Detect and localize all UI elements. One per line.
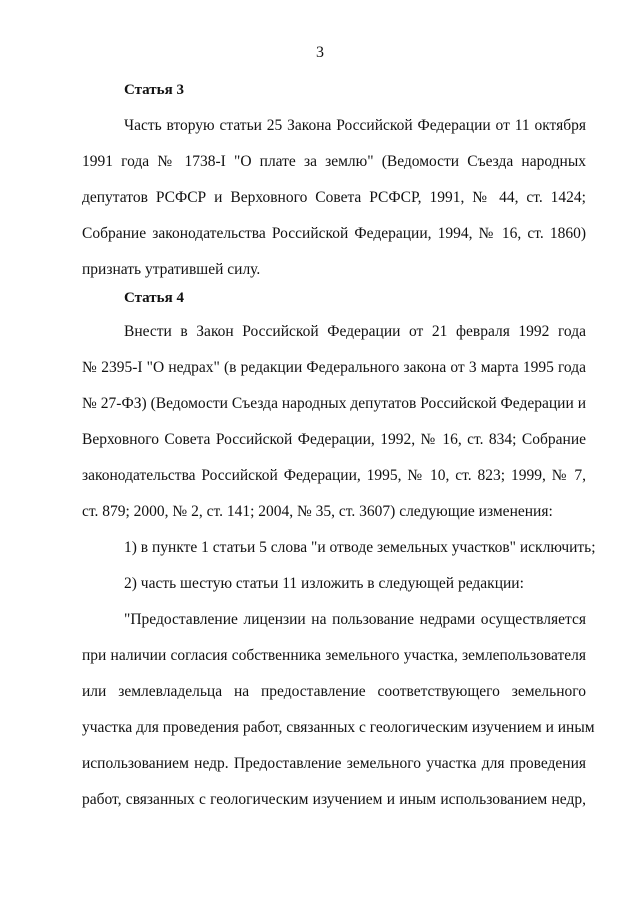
article-3-line-3: депутатов РСФСР и Верховного Совета РСФСР, 1991, № 44, ст. 1424;: [82, 189, 586, 206]
article-4-quote-line-1: "Предоставление лицензии на пользование недрами осуществляется: [124, 611, 586, 628]
article-3-line-2: 1991 года № 1738-I "О плате за землю" (Ведомости Съезда народных: [82, 153, 586, 170]
article-4-title: Статья 4: [124, 290, 184, 306]
article-4-line-6: ст. 879; 2000, № 2, ст. 141; 2004, № 35, ст. 3607) следующие изменения:: [82, 503, 553, 520]
article-4-quote-line-2: при наличии согласия собственника земельного участка, землепользователя: [82, 647, 586, 664]
article-4-quote-line-4: участка для проведения работ, связанных с геологическим изучением и иным: [82, 719, 595, 736]
article-3-line-5: признать утратившей силу.: [82, 261, 261, 278]
article-4-item-2: 2) часть шестую статьи 11 изложить в следующей редакции:: [124, 575, 524, 592]
article-3-body: [82, 108, 586, 288]
article-4-quote-line-5: использованием недр. Предоставление земельного участка для проведения: [82, 755, 586, 772]
page-number: 3: [316, 44, 324, 61]
article-4-line-5: законодательства Российской Федерации, 1995, № 10, ст. 823; 1999, № 7,: [82, 467, 586, 484]
article-4-line-1: Внести в Закон Российской Федерации от 21 февраля 1992 года: [124, 323, 586, 340]
article-4-line-3: № 27-ФЗ) (Ведомости Съезда народных депутатов Российской Федерации и: [82, 395, 586, 412]
article-4-line-2: № 2395-I "О недрах" (в редакции Федерального закона от 3 марта 1995 года: [82, 359, 586, 376]
article-3-line-4: Собрание законодательства Российской Федерации, 1994, № 16, ст. 1860): [82, 225, 586, 242]
article-4-quote-line-6: работ, связанных с геологическим изучением и иным использованием недр,: [82, 791, 586, 808]
article-3-title: Статья 3: [124, 82, 184, 98]
article-4-item-1: 1) в пункте 1 статьи 5 слова "и отводе земельных участков" исключить;: [124, 539, 596, 556]
article-3-line-1: Часть вторую статьи 25 Закона Российской Федерации от 11 октября: [124, 117, 586, 134]
article-4-line-4: Верховного Совета Российской Федерации, 1992, № 16, ст. 834; Собрание: [82, 431, 586, 448]
article-4-quote-line-3: или землевладельца на предоставление соответствующего земельного: [82, 683, 586, 700]
article-4-body: [82, 314, 596, 818]
